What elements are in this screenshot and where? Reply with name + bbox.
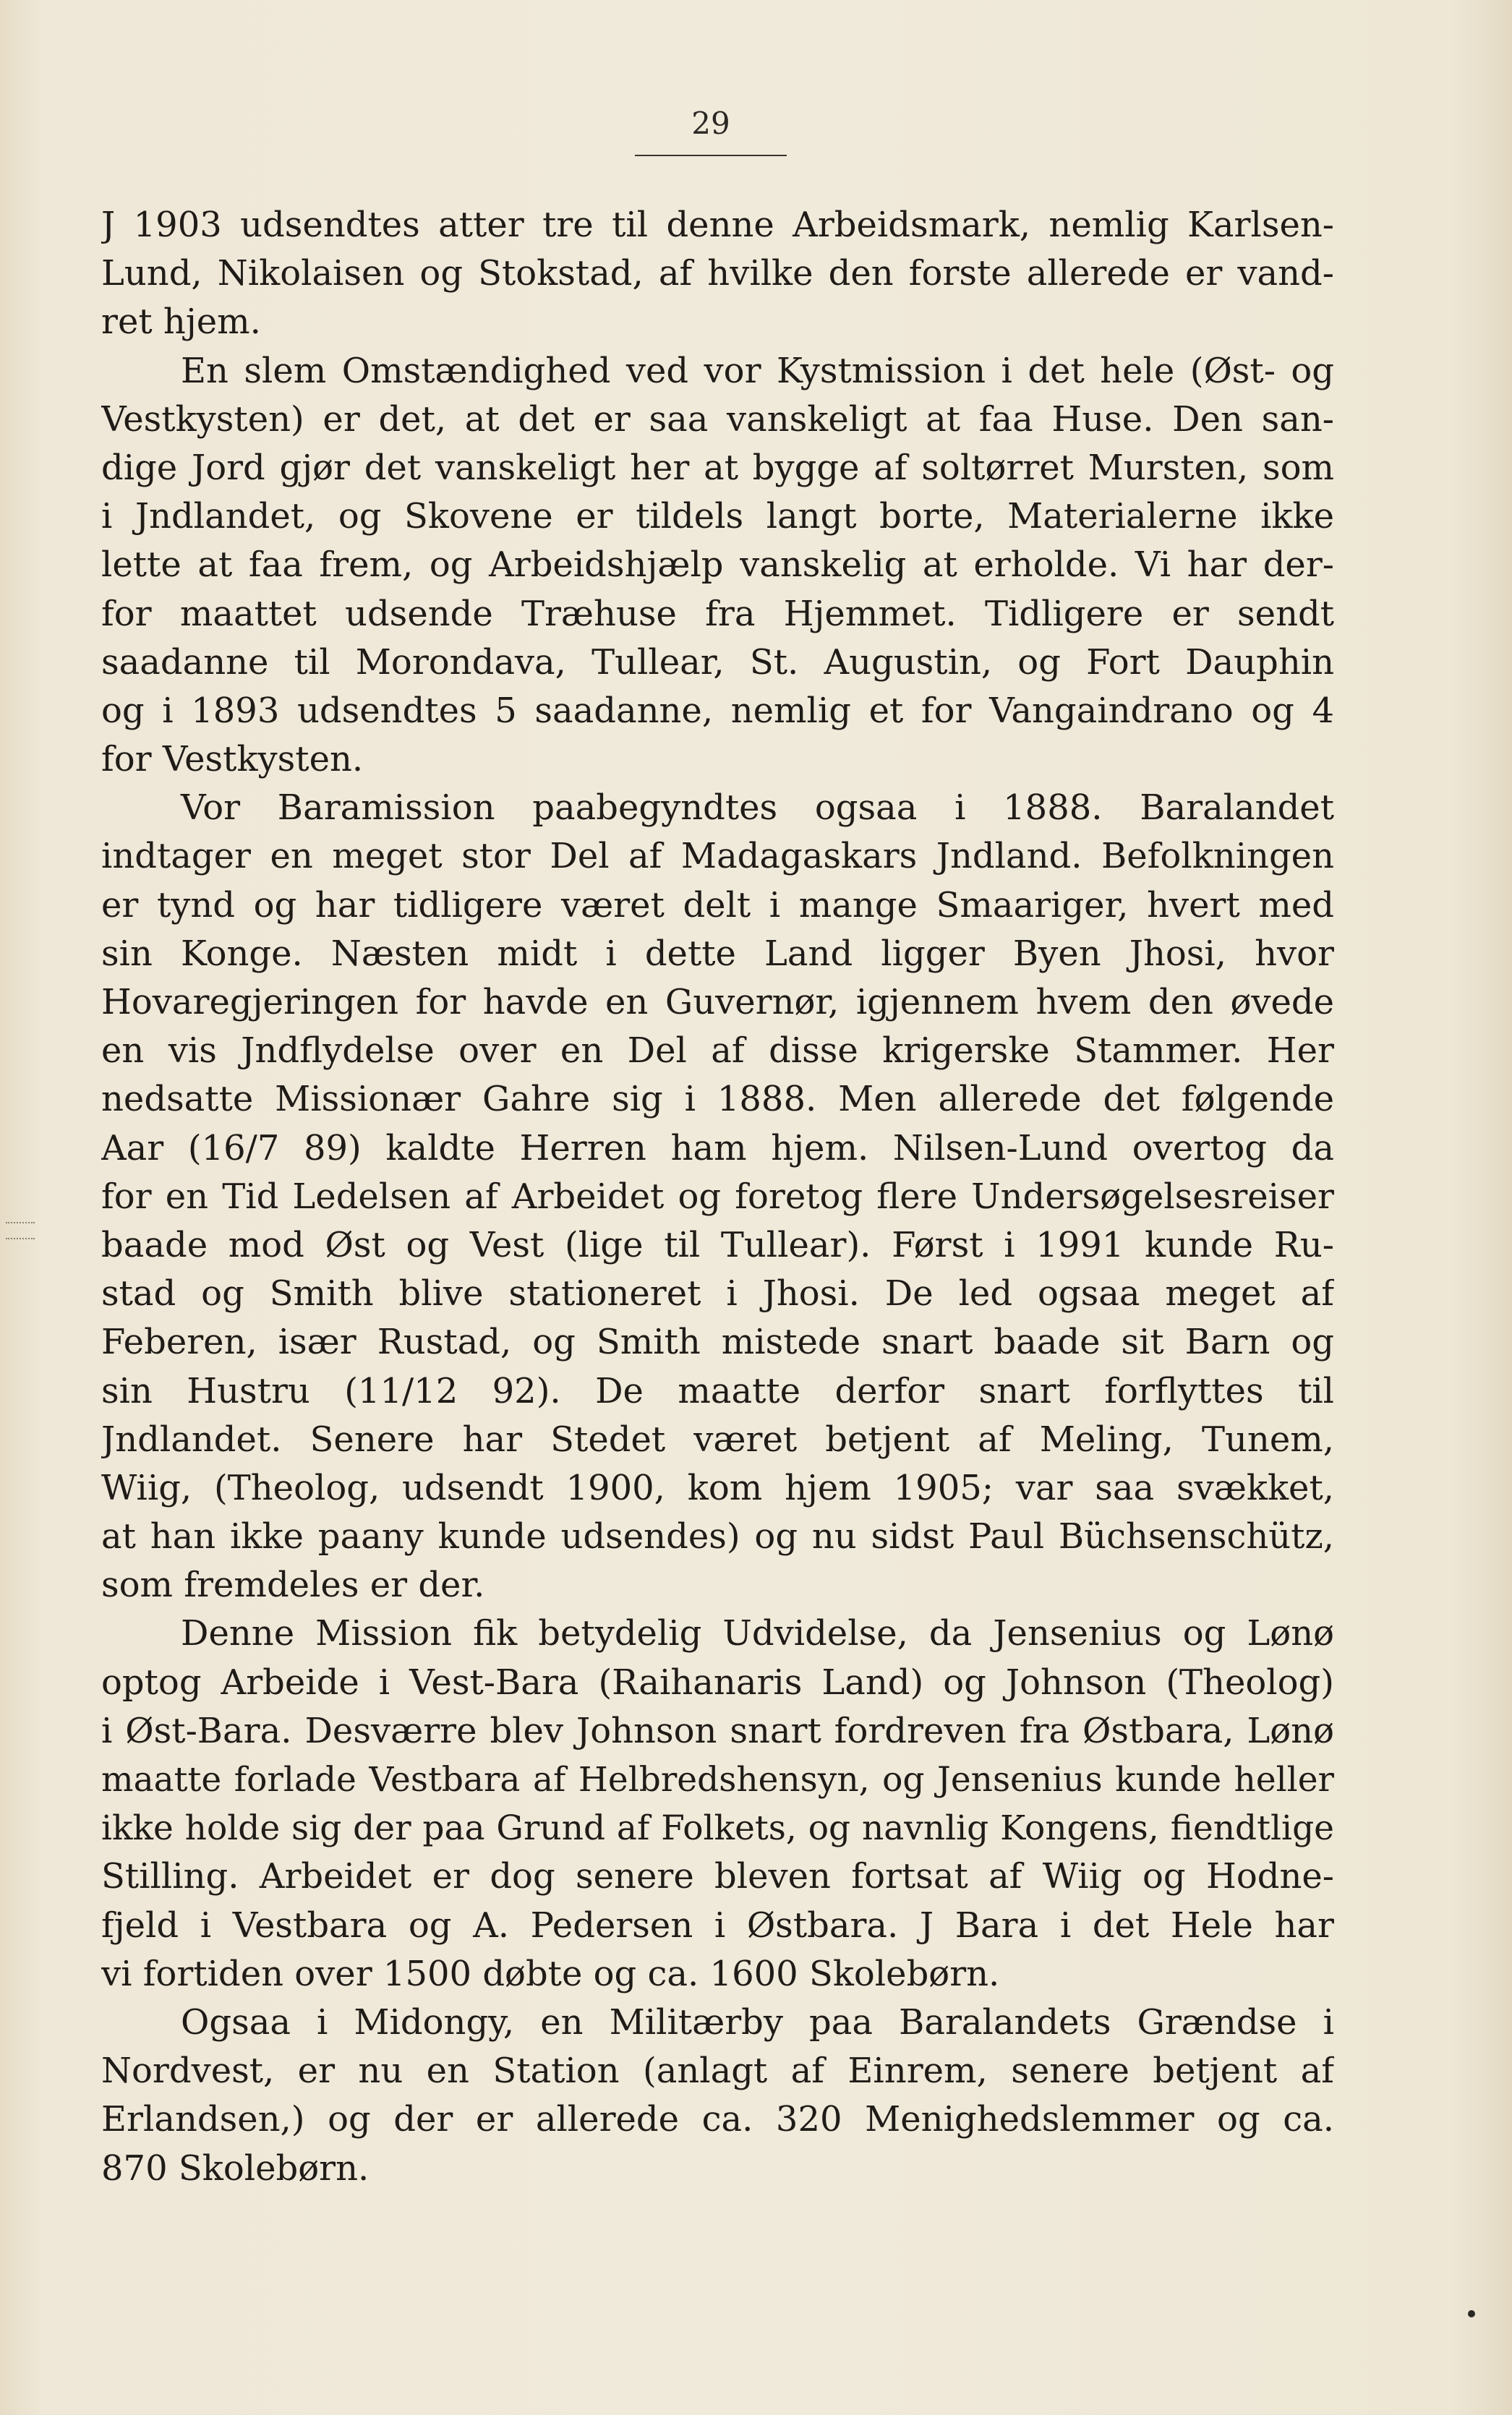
text-line: Wiig, (Theolog, udsendt 1900, kom hjem 1905; var saa svækket, [101, 1467, 1334, 1508]
text-line: for en Tid Ledelsen af Arbeidet og foretog flere Undersøgelsesreiser [101, 1176, 1334, 1217]
text-line: er tynd og har tidligere været delt i mange Smaariger, hvert med [101, 884, 1334, 926]
text-line: ikke holde sig der paa Grund af Folkets, og navnlig Kongens, fiendtlige [101, 1808, 1334, 1849]
text-line: og i 1893 udsendtes 5 saadanne, nemlig et for Vangaindrano og 4 [101, 690, 1334, 731]
text-line: Vor Baramission paabegyndtes ogsaa i 1888. Baralandet [181, 787, 1334, 829]
text-line: stad og Smith blive stationeret i Jhosi. De led ogsaa meget af [101, 1273, 1334, 1315]
margin-mark [6, 1222, 35, 1239]
text-line: Nordvest, er nu en Station (anlagt af Einrem, senere betjent af [101, 2051, 1334, 2092]
text-line: 870 Skolebørn. [101, 2147, 370, 2189]
text-line: Aar (16/7 89) kaldte Herren ham hjem. Nilsen-Lund overtog da [101, 1127, 1334, 1168]
text-line: indtager en meget stor Del af Madagaskars Jndland. Befolkningen [101, 836, 1334, 877]
text-line: en vis Jndflydelse over en Del af disse krigerske Stammer. Her [101, 1030, 1334, 1072]
page-number: 29 [691, 106, 730, 141]
text-line: sin Konge. Næsten midt i dette Land ligger Byen Jhosi, hvor [101, 933, 1334, 974]
text-line: ret hjem. [101, 302, 261, 343]
text-line: Denne Mission fik betydelig Udvidelse, da Jensenius og Lønø [181, 1613, 1334, 1654]
text-line: i Jndlandet, og Skovene er tildels langt borte, Materialerne ikke [101, 496, 1334, 537]
text-line: optog Arbeide i Vest-Bara (Raihanaris Land) og Johnson (Theolog) [101, 1662, 1334, 1703]
text-line: fjeld i Vestbara og A. Pedersen i Østbara. J Bara i det Hele har [101, 1905, 1334, 1946]
text-line: sin Hustru (11/12 92). De maatte derfor snart forflyttes til [101, 1370, 1334, 1411]
text-line: maatte forlade Vestbara af Helbredshensyn, og Jensenius kunde heller [101, 1760, 1334, 1800]
text-line: lette at faa frem, og Arbeidshjælp vanskelig at erholde. Vi har der- [101, 544, 1334, 586]
text-line: vi fortiden over 1500 døbte og ca. 1600 Skolebørn. [101, 1953, 1000, 1994]
text-line: dige Jord gjør det vanskeligt her at bygge af soltørret Mursten, som [101, 447, 1334, 488]
text-line: for maattet udsende Træhuse fra Hjemmet. Tidligere er sendt [101, 593, 1334, 634]
body-text [101, 201, 1334, 2193]
text-line: saadanne til Morondava, Tullear, St. Augustin, og Fort Dauphin [101, 641, 1334, 683]
text-line: En slem Omstændighed ved vor Kystmission i det hele (Øst- og [181, 350, 1334, 391]
text-line: for Vestkysten. [101, 739, 364, 780]
text-line: Stilling. Arbeidet er dog senere bleven fortsat af Wiig og Hodne- [101, 1856, 1334, 1897]
text-line: Jndlandet. Senere har Stedet været betjent af Meling, Tunem, [101, 1419, 1334, 1460]
text-line: i Øst-Bara. Desværre blev Johnson snart fordreven fra Østbara, Lønø [101, 1710, 1334, 1751]
text-line: nedsatte Missionær Gahre sig i 1888. Men allerede det følgende [101, 1079, 1334, 1120]
text-line: Erlandsen,) og der er allerede ca. 320 Menighedslemmer og ca. [101, 2099, 1334, 2140]
text-line: Ogsaa i Midongy, en Militærby paa Baralandets Grændse i [181, 2001, 1334, 2043]
text-line: Lund, Nikolaisen og Stokstad, af hvilke den forste allerede er vand- [101, 253, 1334, 294]
text-line: J 1903 udsendtes atter tre til denne Arbeidsmark, nemlig Karlsen- [101, 205, 1334, 245]
text-line: Vestkysten) er det, at det er saa vanskeligt at faa Huse. Den san- [101, 398, 1334, 440]
text-line: Feberen, især Rustad, og Smith mistede snart baade sit Barn og [101, 1322, 1334, 1363]
ink-speck [1468, 2310, 1475, 2317]
text-line: Hovaregjeringen for havde en Guvernør, igjennem hvem den øvede [101, 982, 1334, 1022]
page-header [635, 108, 787, 156]
text-line: at han ikke paany kunde udsendes) og nu sidst Paul Büchsenschütz, [101, 1516, 1334, 1557]
text-line: baade mod Øst og Vest (lige til Tullear). Først i 1991 kunde Ru- [101, 1224, 1334, 1265]
header-rule [635, 155, 787, 156]
text-line: som fremdeles er der. [101, 1565, 485, 1606]
